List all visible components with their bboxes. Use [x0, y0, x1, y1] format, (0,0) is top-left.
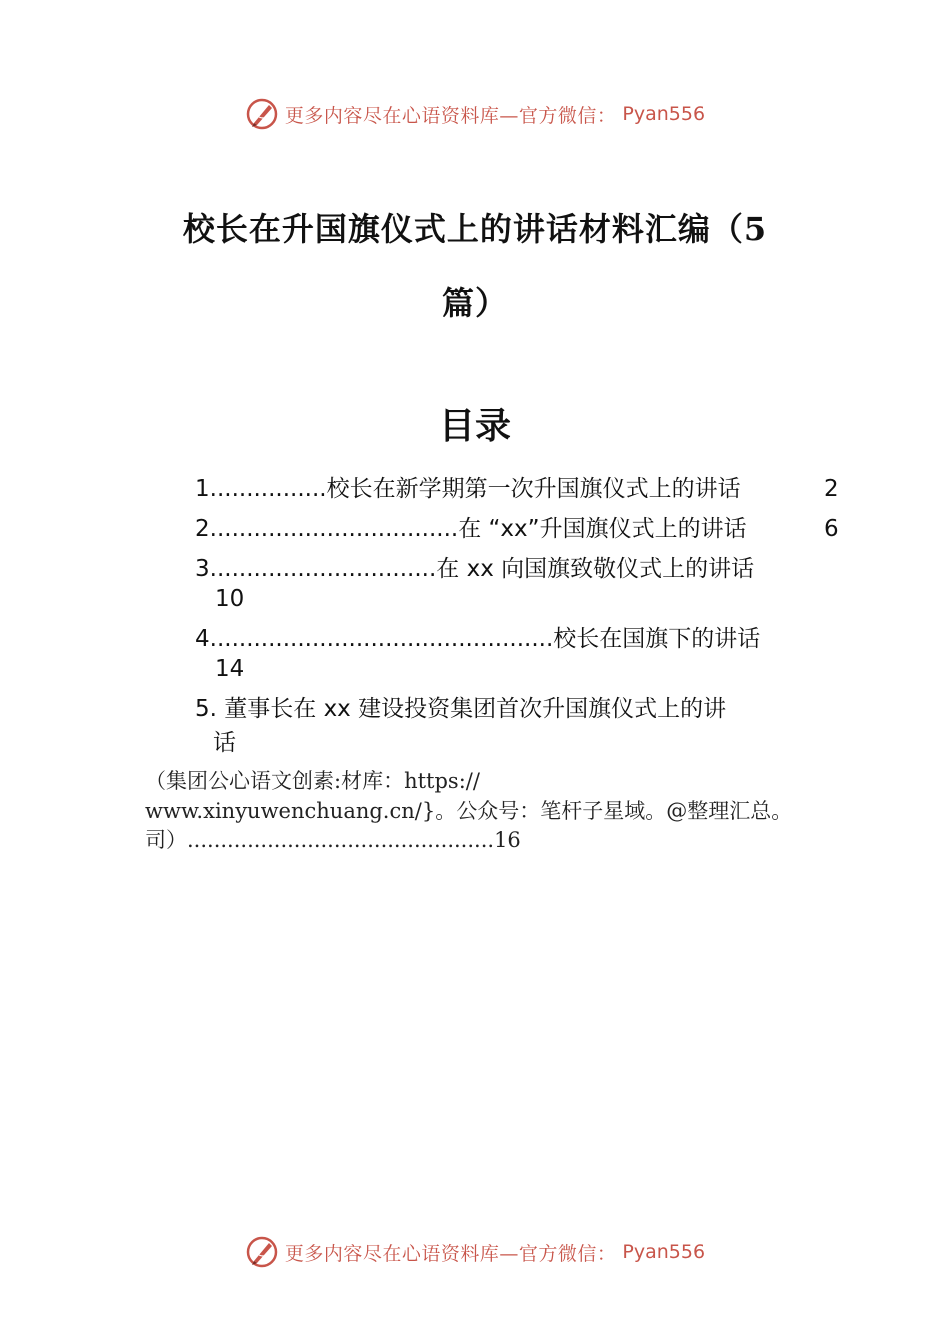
quill-pen-logo-icon [245, 97, 279, 131]
toc-entry-3[interactable]: 3...............................在 xx 向国旗致敬仪式上的讲话 [195, 556, 755, 582]
toc-entry-5-note-line-2: www.xinyuwenchuang.cn/}。公众号：笔杆子星域。@整理汇总。 [145, 799, 793, 823]
quill-pen-logo-icon [245, 1235, 279, 1269]
toc-entry-3-page: 10 [215, 586, 245, 612]
toc-entry-2[interactable]: 2..................................在 “xx”升国旗仪式上的讲话 [195, 516, 747, 542]
toc-entry-4[interactable]: 4...............................................校长在国旗下的讲话 [195, 626, 761, 652]
toc-entry-5-note-line-1: （集团公心语文创素:材库：https:// [145, 769, 480, 793]
toc-entry-5[interactable]: 5. 董事长在 xx 建设投资集团首次升国旗仪式上的讲 [195, 696, 727, 722]
toc-entry-1[interactable]: 1................校长在新学期第一次升国旗仪式上的讲话 [195, 476, 741, 502]
toc-entry-5-note-line-3: 司）..............................................16 [145, 828, 521, 852]
banner-text: 更多内容尽在心语资料库—官方微信： [284, 104, 617, 127]
document-title-line-1: 校长在升国旗仪式上的讲话材料汇编（5 [182, 210, 768, 248]
toc-heading: 目录 [438, 405, 511, 447]
toc-entry-5-continuation: 话 [213, 730, 236, 756]
document-title-line-2: 篇） [441, 284, 508, 322]
toc-entry-1-page: 2 [824, 476, 839, 502]
footer-banner [0, 1232, 950, 1272]
header-banner [0, 94, 950, 134]
banner-wechat-id: Pyan556 [622, 103, 706, 125]
toc-entry-2-page: 6 [824, 516, 839, 542]
banner-text: 更多内容尽在心语资料库—官方微信： [284, 1242, 617, 1265]
toc-entry-4-page: 14 [215, 656, 245, 682]
banner-wechat-id: Pyan556 [622, 1241, 706, 1263]
